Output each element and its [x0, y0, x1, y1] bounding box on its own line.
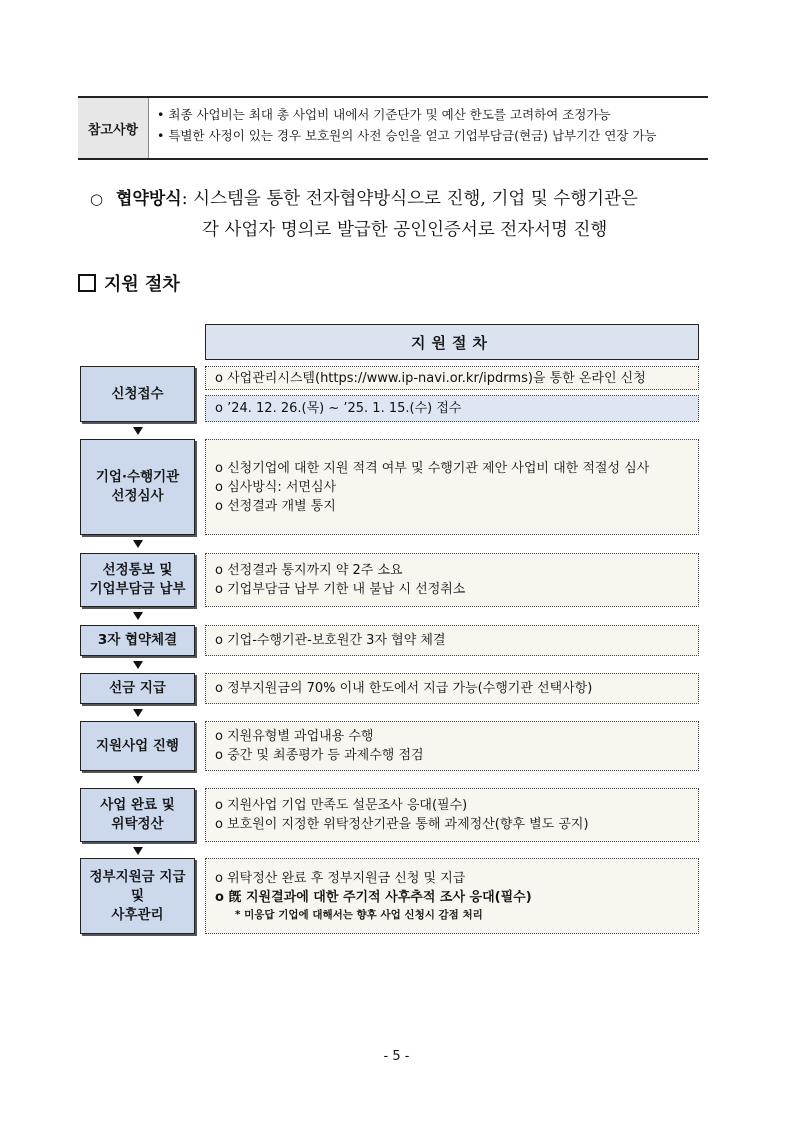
reference-table: [78, 96, 708, 160]
step-content-application-1: [205, 366, 699, 390]
agreement-method: [90, 184, 720, 246]
step-item: o 선정결과 통지까지 약 2주 소요: [215, 563, 403, 578]
step-content-completion-settlement: [205, 788, 699, 842]
step-label-project-progress: 지원사업 진행: [80, 721, 195, 771]
step-content-government-funding: [205, 858, 699, 934]
step-content-advance-payment: [205, 673, 699, 704]
arrow-down-icon: [133, 427, 143, 435]
step-note: * 미응답 기업에 대해서는 향후 사업 신청시 감점 처리: [235, 909, 483, 921]
method-title: 협약방식: [116, 189, 182, 209]
step-content-project-progress: [205, 721, 699, 771]
arrow-down-icon: [133, 709, 143, 717]
arrow-down-icon: [133, 540, 143, 548]
step-item: o 보호원이 지정한 위탁정산기관을 통해 과제정산(향후 별도 공지): [215, 817, 589, 832]
step-label-selection-review: 기업·수행기관 선정심사: [80, 439, 195, 535]
step-content-selection-review: [205, 439, 699, 535]
step-label-notification-payment: 선정통보 및 기업부담금 납부: [80, 553, 195, 607]
arrow-down-icon: [133, 661, 143, 669]
step-item: o 신청기업에 대한 지원 적격 여부 및 수행기관 제안 사업비 대한 적절성 심사: [215, 460, 650, 476]
step-label-government-funding: 정부지원금 지급 및 사후관리: [80, 858, 195, 934]
reference-item: • 특별한 사정이 있는 경우 보호원의 사전 승인을 얻고 기업부담금(현금) 납부기간 연장 가능: [157, 128, 657, 143]
circle-bullet-icon: ○: [90, 190, 104, 208]
step-content-agreement: [205, 625, 699, 656]
arrow-down-icon: [133, 612, 143, 620]
procedure-header: 지원절차: [205, 324, 699, 360]
section-heading-text: 지원 절차: [104, 274, 180, 295]
step-label-agreement: 3자 협약체결: [80, 625, 195, 656]
step-item: o 중간 및 최종평가 등 과제수행 점검: [215, 748, 424, 763]
step-item: o ’24. 12. 26.(목) ~ ’25. 1. 15.(수) 접수: [215, 401, 462, 416]
arrow-down-icon: [133, 776, 143, 784]
step-item: o 심사방식: 서면심사: [215, 479, 337, 495]
step-item: o 사업관리시스템(https://www.ip-navi.or.kr/ipdrms)을 통한 온라인 신청: [215, 370, 646, 386]
method-text-line2: 각 사업자 명의로 발급한 공인인증서로 전자서명 진행: [202, 220, 608, 240]
step-item: o 선정결과 개별 통지: [215, 498, 336, 514]
step-label-advance-payment: 선금 지급: [80, 673, 195, 704]
step-item: o 旣 지원결과에 대한 주기적 사후추적 조사 응대(필수): [215, 890, 532, 905]
step-item: o 위탁정산 완료 후 정부지원금 신청 및 지급: [215, 871, 466, 886]
step-item: o 기업부담금 납부 기한 내 불납 시 선정취소: [215, 582, 466, 597]
step-item: o 지원사업 기업 만족도 설문조사 응대(필수): [215, 798, 468, 813]
step-item: o 기업-수행기관-보호원간 3자 협약 체결: [215, 633, 446, 648]
step-content-application-2: [205, 395, 699, 422]
step-item: o 지원유형별 과업내용 수행: [215, 729, 374, 744]
reference-label: 참고사항: [78, 98, 149, 158]
step-content-notification-payment: [205, 553, 699, 607]
step-label-application: 신청접수: [80, 366, 195, 422]
page-number: - 5 -: [383, 1049, 410, 1064]
arrow-down-icon: [133, 847, 143, 855]
section-heading: [78, 270, 180, 296]
step-item: o 정부지원금의 70% 이내 한도에서 지급 가능(수행기관 선택사항): [215, 681, 593, 696]
square-bullet-icon: [78, 274, 96, 292]
step-label-completion-settlement: 사업 완료 및 위탁정산: [80, 788, 195, 842]
reference-item: • 최종 사업비는 최대 총 사업비 내에서 기준단가 및 예산 한도를 고려하여 조정가능: [157, 107, 611, 122]
reference-items: [149, 98, 708, 158]
method-text-line1: : 시스템을 통한 전자협약방식으로 진행, 기업 및 수행기관은: [181, 189, 638, 209]
